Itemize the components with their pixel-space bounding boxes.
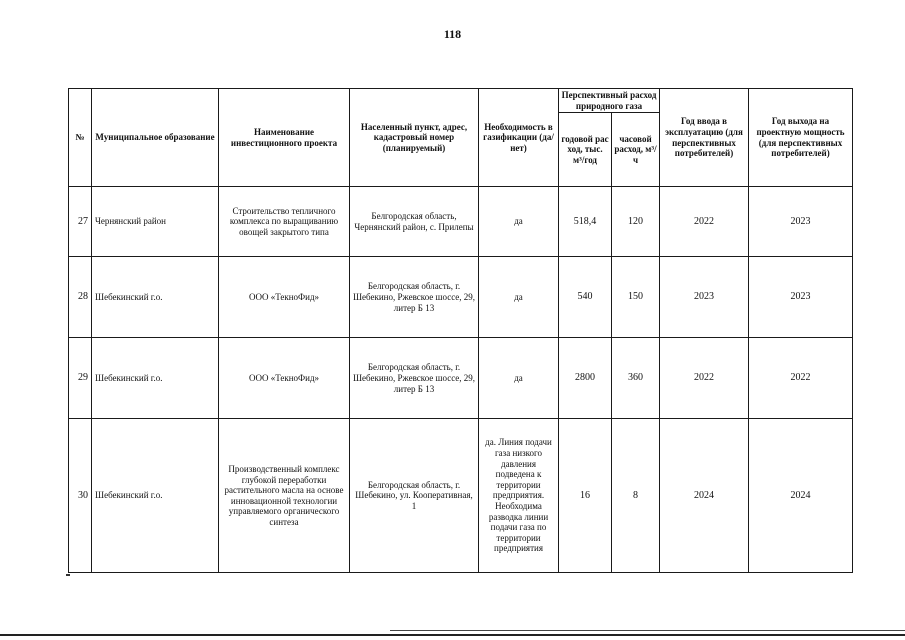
row-location: Белгородская область, Чернянский район, с. Прилепы <box>350 187 479 257</box>
row-num: 30 <box>69 419 92 573</box>
header-need: Необходимость в газификации (да/нет) <box>479 89 559 187</box>
scan-edge-mark <box>66 574 70 576</box>
header-gas-hourly: часовой расход, м³/ч <box>612 113 660 187</box>
row-year-capacity: 2023 <box>749 257 853 338</box>
row-need: да <box>479 338 559 419</box>
header-gas-group: Перспективный расход природного газа <box>559 89 660 113</box>
row-year-capacity: 2022 <box>749 338 853 419</box>
scan-bottom-rule <box>390 630 905 631</box>
row-project: ООО «ТекноФид» <box>219 257 350 338</box>
header-gas-annual: годовой рас ход, тыс. м³/год <box>559 113 612 187</box>
gasification-projects-table <box>68 88 853 573</box>
row-year-start: 2022 <box>660 338 749 419</box>
header-year-capacity: Год выхода на проектную мощность (для перспективных потребителей) <box>749 89 853 187</box>
table-row <box>69 187 853 257</box>
row-annual: 540 <box>559 257 612 338</box>
table-row <box>69 419 853 573</box>
row-project: ООО «ТекноФид» <box>219 338 350 419</box>
row-hourly: 8 <box>612 419 660 573</box>
row-year-start: 2022 <box>660 187 749 257</box>
row-year-capacity: 2024 <box>749 419 853 573</box>
row-municipality: Шебекинский г.о. <box>92 419 219 573</box>
row-hourly: 360 <box>612 338 660 419</box>
table-row <box>69 338 853 419</box>
header-num: № <box>69 89 92 187</box>
header-year-start: Год ввода в эксплуатацию (для перспективных потребителей) <box>660 89 749 187</box>
row-need: да <box>479 187 559 257</box>
row-location: Белгородская область, г. Шебекино, Ржевское шоссе, 29, литер Б 13 <box>350 338 479 419</box>
row-year-start: 2024 <box>660 419 749 573</box>
row-project: Строительство тепличного комплекса по выращиванию овощей закрытого типа <box>219 187 350 257</box>
row-year-start: 2023 <box>660 257 749 338</box>
row-municipality: Шебекинский г.о. <box>92 338 219 419</box>
row-annual: 518,4 <box>559 187 612 257</box>
row-project: Производственный комплекс глубокой переработки растительного масла на основе инновационной технологии управляемого органического синтеза <box>219 419 350 573</box>
header-project: Наименование инвестиционного проекта <box>219 89 350 187</box>
row-location: Белгородская область, г. Шебекино, ул. Кооперативная, 1 <box>350 419 479 573</box>
row-municipality: Шебекинский г.о. <box>92 257 219 338</box>
header-municipality: Муниципальное образование <box>92 89 219 187</box>
row-need: да <box>479 257 559 338</box>
page-number: 118 <box>443 27 462 41</box>
row-hourly: 120 <box>612 187 660 257</box>
row-num: 27 <box>69 187 92 257</box>
scan-bottom-border <box>0 634 905 636</box>
row-year-capacity: 2023 <box>749 187 853 257</box>
header-location: Населенный пункт, адрес, кадастровый номер (планируемый) <box>350 89 479 187</box>
row-need: да. Линия подачи газа низкого давления подведена к территории предприятия. Необходима разводка линии подачи газа по территории предприятия <box>479 419 559 573</box>
row-hourly: 150 <box>612 257 660 338</box>
row-annual: 16 <box>559 419 612 573</box>
table-row <box>69 257 853 338</box>
row-num: 29 <box>69 338 92 419</box>
row-annual: 2800 <box>559 338 612 419</box>
row-municipality: Чернянский район <box>92 187 219 257</box>
row-num: 28 <box>69 257 92 338</box>
row-location: Белгородская область, г. Шебекино, Ржевское шоссе, 29, литер Б 13 <box>350 257 479 338</box>
